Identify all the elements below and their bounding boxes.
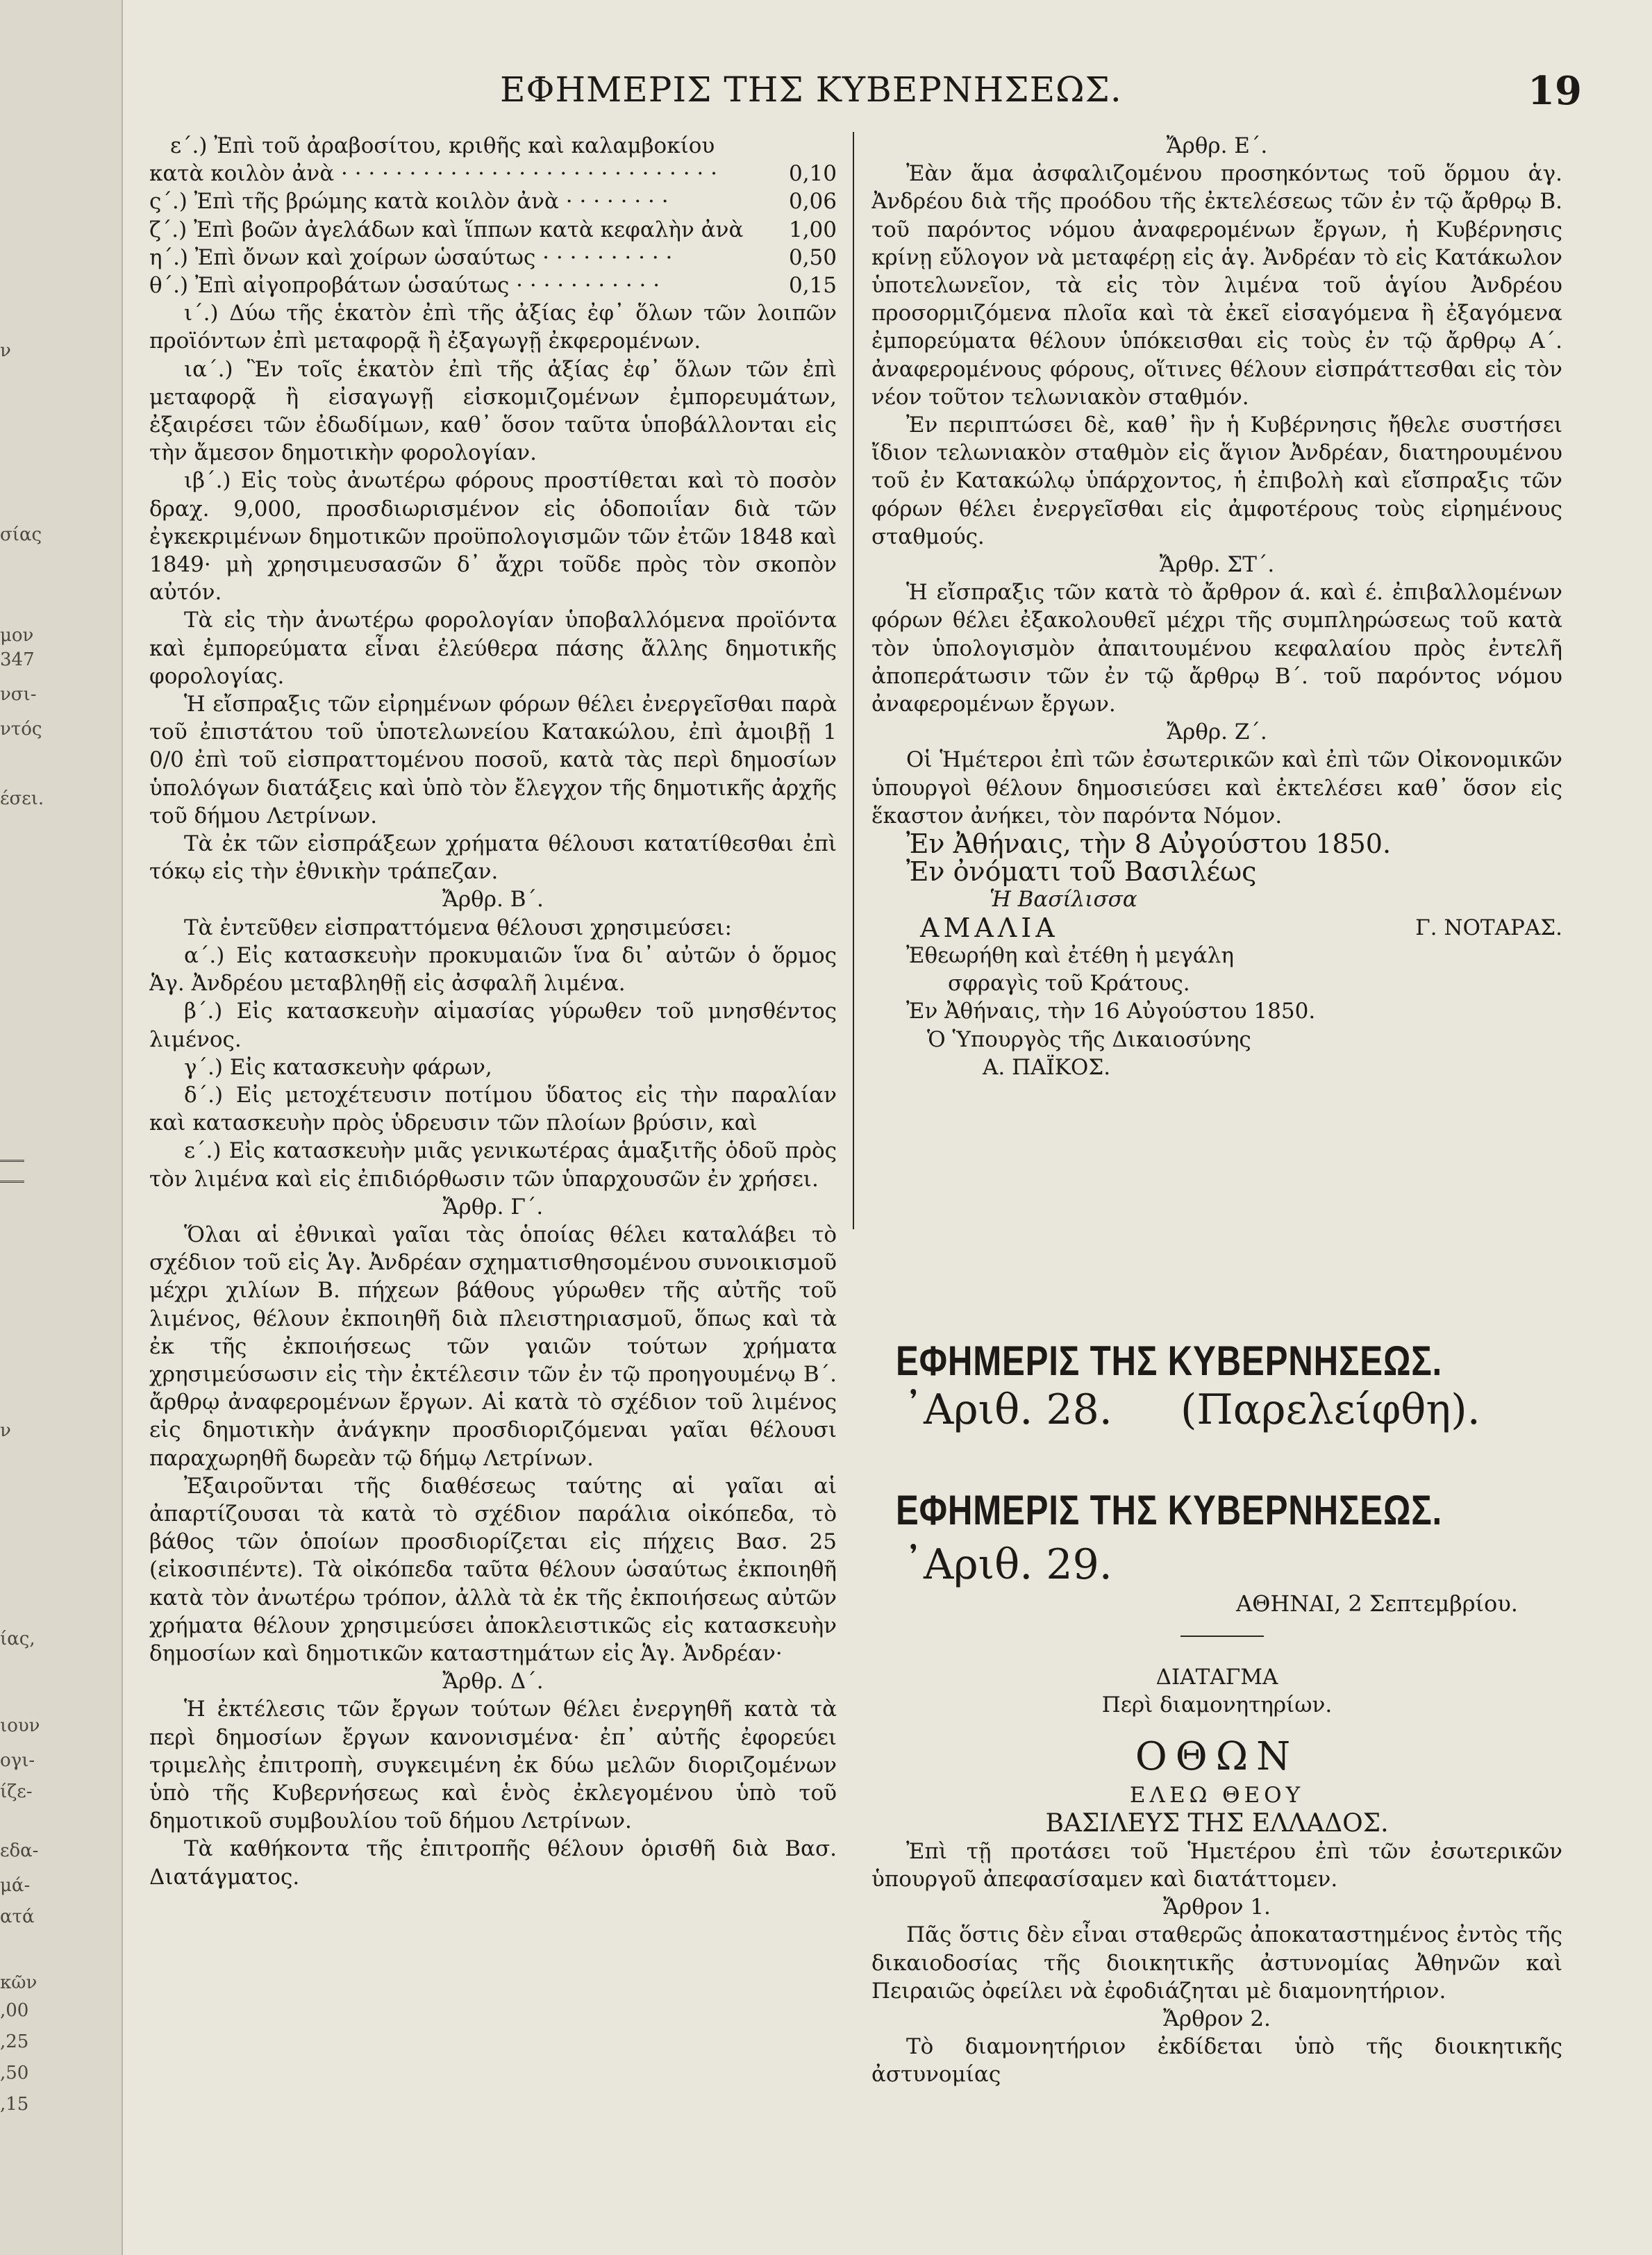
signature-row bbox=[871, 914, 1562, 942]
article-heading: Ἄρθρ. Δ΄. bbox=[442, 1669, 544, 1695]
edge-fragment: μά- bbox=[0, 1875, 31, 1896]
rule bbox=[1180, 1636, 1264, 1637]
tariff-row bbox=[149, 216, 837, 244]
paragraph: γ΄.) Εἰς κατασκευὴν φάρων, bbox=[184, 1054, 492, 1080]
paragraph: Τὰ εἰς τὴν ἀνωτέρω φορολογίαν ὑποβαλλόμενα προϊόντα καὶ ἐμπορεύματα εἶναι ἐλεύθερα πάσης ἄλλης δημοτικῆς φορολογίας. bbox=[149, 608, 837, 689]
edge-fragment: κῶν bbox=[0, 1972, 37, 1993]
tariff-row bbox=[149, 244, 837, 272]
king-name: ΟΘΩΝ bbox=[1135, 1734, 1299, 1780]
paragraph: δ΄.) Εἰς μετοχέτευσιν ποτίμου ὕδατος εἰς τὴν παραλίαν καὶ κατασκευὴν πρὸς ὑδρευσιν τῶν πλοίων βρύσιν, καὶ bbox=[149, 1082, 837, 1136]
edge-fragment: ίας, bbox=[0, 1629, 35, 1649]
signature-amalia: ΑΜΑΛΙΑ bbox=[920, 912, 1059, 943]
tariff-label: ζ΄.) Ἐπὶ βοῶν ἀγελάδων καὶ ἵππων κατὰ κεφαλὴν ἀνὰ bbox=[149, 217, 744, 242]
paragraph: Ἐν περιπτώσει δὲ, καθ᾽ ἣν ἡ Κυβέρνησις ἤθελε συστήσει ἴδιον τελωνιακὸν σταθμὸν εἰς ἅγιον Ἀνδρέαν, διατηρουμένου τοῦ ἐν Κατακώλῳ ὑπάρχοντος, ἡ ἐπιβολὴ καὶ εἴσπραξις τῶν φόρων θέλει ἐνεργεῖσθαι εἰς ἀμφοτέρους τοὺς εἰρημένους σταθμούς. bbox=[871, 413, 1562, 549]
edge-fragment: ιουν bbox=[0, 1715, 40, 1736]
paragraph: ιβ΄.) Εἰς τοὺς ἀνωτέρω φόρους προστίθεται καὶ τὸ ποσὸν δραχ. 9,000, προσδιωρισμένον εἰς ὁδοποιΐαν διὰ τῶν ἐγκεκριμένων δημοτικῶν προϋπολογισμῶν τῶν ἐτῶν 1848 καὶ 1849· μὴ χρησιμευσασῶν δ᾽ ἄχρι τοῦδε πρὸς τὸν σκοπὸν αὐτόν. bbox=[149, 468, 837, 606]
column-divider bbox=[853, 132, 854, 1229]
issue-number: ᾿Αριθ. 29. bbox=[903, 1540, 1112, 1589]
paragraph: Ἡ ἐκτέλεσις τῶν ἔργων τούτων θέλει ἐνεργηθῆ κατὰ τὰ περὶ δημοσίων ἔργων κανονισμένα· ἐπ᾽ αὐτῆς ἐφορεύει τριμελὴς ἐπιτροπὴ, συγκειμένη ἐκ δύω μελῶν διοριζομένων ὑπὸ τῆς Κυβερνήσεως καὶ ἑνὸς ἐκλεγομένου ὑπὸ τοῦ δημοτικοῦ συμβουλίου τοῦ δήμου Λετρίνων. bbox=[149, 1697, 837, 1834]
decree-block bbox=[871, 1663, 1562, 2089]
edge-rule bbox=[0, 1160, 24, 1162]
paragraph: Ἡ εἴσπραξις τῶν κατὰ τὸ ἄρθρον ά. καὶ έ. ἐπιβαλλομένων φόρων θέλει ἐξακολουθεῖ μέχρι τῆς συμπληρώσεως τοῦ κατὰ τὸν ὑπολογισμὸν ἀπαιτουμένου κεφαλαίου πρὸς ἐντελῆ ἀποπεράτωσιν τῶν ἐν τῷ ἄρθρῳ Β΄. τοῦ παρόντος νόμου ἀναφερομένων ἔργων. bbox=[871, 580, 1562, 717]
issue-28-line bbox=[903, 1386, 1480, 1434]
tariff-list bbox=[149, 132, 837, 299]
edge-fragment: νσι- bbox=[0, 684, 37, 705]
paragraph: Ἐπὶ τῇ προτάσει τοῦ Ἡμετέρου ἐπὶ τῶν ἐσωτερικῶν ὑπουργοῦ ἀπεφασίσαμεν καὶ διατάττομεν. bbox=[871, 1838, 1562, 1892]
left-column bbox=[149, 132, 837, 2236]
paragraph: Τὰ ἐντεῦθεν εἰσπραττόμενα θέλουσι χρησιμεύσει: bbox=[184, 915, 732, 940]
tariff-value: 0,50 bbox=[788, 244, 837, 270]
issue-number: ᾿Αριθ. 28. bbox=[903, 1386, 1112, 1434]
page-number: 19 bbox=[1528, 68, 1582, 114]
paragraph: α΄.) Εἰς κατασκευὴν προκυμαιῶν ἵνα δι᾽ αὐτῶν ὁ ὅρμος Ἁγ. Ἀνδρέου μεταβληθῇ εἰς ἀσφαλῆ λιμένα. bbox=[149, 942, 837, 997]
edge-fragment: ν bbox=[0, 340, 11, 361]
tariff-value: 0,10 bbox=[788, 161, 837, 187]
edge-fragment: ντός bbox=[0, 719, 42, 740]
edge-fragment: εδα- bbox=[0, 1840, 39, 1861]
right-column bbox=[871, 132, 1562, 1278]
edge-fragment: ,15 bbox=[0, 2094, 29, 2115]
tariff-row bbox=[149, 160, 837, 188]
paragraph: β΄.) Εἰς κατασκευὴν αἱμασίας γύρωθεν τοῦ μνησθέντος λιμένος. bbox=[149, 999, 837, 1052]
paragraph: Πᾶς ὅστις δὲν εἶναι σταθερῶς ἀποκαταστημένος ἐντὸς τῆς δικαιοδοσίας τῆς διοικητικῆς ἀστυνομίας Ἀθηνῶν καὶ Πειραιῶς ὀφείλει νὰ ἐφοδιάζηται μὲ διαμονητήριον. bbox=[871, 1922, 1562, 2004]
paragraph: Τὰ καθήκοντα τῆς ἐπιτροπῆς θέλουν ὁρισθῆ διὰ Βασ. Διατάγματος. bbox=[149, 1836, 837, 1890]
tariff-label: θ΄.) Ἐπὶ αἰγοπροβάτων ὡσαύτως · · · · · · · · · · · bbox=[149, 273, 660, 299]
date-line: Ἐν Ἀθήναις, τὴν 8 Αὐγούστου 1850. bbox=[906, 829, 1392, 860]
paragraph: Τὰ ἐκ τῶν εἰσπράξεων χρήματα θέλουσι κατατίθεσθαι ἐπὶ τόκῳ εἰς τὴν ἐθνικὴν τράπεζαν. bbox=[149, 831, 837, 885]
paragraph: Ἐξαιροῦνται τῆς διαθέσεως ταύτης αἱ γαῖαι αἱ ἀπαρτίζουσαι τὰ κατὰ τὸ σχέδιον παράλια οἰκόπεδα, τὸ βάθος τῶν ὁποίων προσδιορίζεται εἰς πήχεις Βασ. 25 (εἰκοσιπέντε). Τὰ οἰκόπεδα ταῦτα θέλουν ὡσαύτως ἐκποιηθῆ κατὰ τὸν ἀνωτέρω τρόπον, ἀλλὰ τὰ ἐκ τῆς ἐκποιήσεως αὐτῶν χρήματα θέλουν χρησιμεύσει ἀποκλειστικῶς εἰς κατασκευὴν δημοσίων καὶ δημοτικῶν καταστημάτων εἰς Ἁγ. Ἀνδρέαν· bbox=[149, 1473, 837, 1666]
in-name-of-king: Ἐν ὀνόματι τοῦ Βασιλέως bbox=[906, 856, 1257, 888]
article-heading: Ἄρθρ. Ζ΄. bbox=[1167, 719, 1267, 745]
page-header-title: ΕΦΗΜΕΡΙΣ ΤΗΣ ΚΥΒΕΡΝΗΣΕΩΣ. bbox=[500, 69, 1122, 110]
issue-note: (Παρελείφθη). bbox=[1180, 1386, 1480, 1434]
seal-line: σφραγὶς τοῦ Κράτους. bbox=[948, 971, 1190, 997]
issue-29-line bbox=[903, 1540, 1112, 1589]
grace-of-god: ΕΛΕΩ ΘΕΟΥ bbox=[1129, 1783, 1305, 1808]
edge-fragment: ,50 bbox=[0, 2063, 29, 2083]
article-heading: Ἄρθρ. Β΄. bbox=[442, 887, 544, 913]
article-heading: Ἄρθρ. Ε΄. bbox=[1166, 133, 1268, 158]
article-heading: Ἄρθρον 2. bbox=[1163, 2006, 1271, 2032]
edge-fragment: ίζε- bbox=[0, 1781, 33, 1802]
paragraph: ι΄.) Δύω τῆς ἑκατὸν ἐπὶ τῆς ἀξίας ἐφ᾽ ὅλων τῶν λοιπῶν προϊόντων ἐπὶ μεταφορᾷ ἢ ἐξαγωγῇ ἐκφερομένων. bbox=[149, 301, 837, 354]
seal-line: Ἐθεωρήθη καὶ ἐτέθη ἡ μεγάλη bbox=[906, 942, 1234, 968]
tariff-value: 1,00 bbox=[788, 217, 837, 242]
tariff-value bbox=[771, 132, 837, 160]
tariff-label: ς΄.) Ἐπὶ τῆς βρώμης κατὰ κοιλὸν ἀνὰ · · · · · · · · bbox=[149, 189, 669, 215]
edge-fragment: 347 bbox=[0, 649, 35, 670]
tariff-label: ε΄.) Ἐπὶ τοῦ ἀραβοσίτου, κριθῆς καὶ καλαμβοκίου bbox=[170, 133, 715, 158]
article-heading: Ἄρθρ. Γ΄. bbox=[442, 1194, 544, 1220]
signature-paikos: Α. ΠΑΪΚΟΣ. bbox=[983, 1054, 1111, 1080]
issue-date: ΑΘΗΝΑΙ, 2 Σεπτεμβρίου. bbox=[1236, 1590, 1518, 1617]
paragraph: ε΄.) Εἰς κατασκευὴν μιᾶς γενικωτέρας ἁμαξιτῆς ὁδοῦ πρὸς τὸν λιμένα καὶ εἰς ἐπιδιόρθωσιν τῶν ὑπαρχουσῶν ἐν χρήσει. bbox=[149, 1138, 837, 1192]
article-heading: Ἄρθρον 1. bbox=[1163, 1895, 1271, 1920]
masthead-title: ΕΦΗΜΕΡΙΣ ΤΗΣ ΚΥΒΕΡΝΗΣΕΩΣ. bbox=[896, 1487, 1443, 1533]
tariff-label: κατὰ κοιλὸν ἀνὰ · · · · · · · · · · · · · · · · · · · · · · · · · · · · bbox=[149, 161, 717, 187]
queen-label: Ἡ Βασίλισσα bbox=[990, 887, 1137, 913]
tariff-value: 0,15 bbox=[788, 273, 837, 299]
edge-fragment: έσει. bbox=[0, 788, 44, 809]
decree-subject: Περὶ διαμονητηρίων. bbox=[1101, 1692, 1333, 1718]
date-line: Ἐν Ἀθήναις, τὴν 16 Αὐγούστου 1850. bbox=[906, 999, 1316, 1024]
paragraph: Τὸ διαμονητήριον ἐκδίδεται ὑπὸ τῆς διοικητικῆς ἀστυνομίας bbox=[871, 2034, 1562, 2088]
edge-rule bbox=[0, 1181, 24, 1183]
edge-fragment: ογι- bbox=[0, 1750, 35, 1771]
tariff-label: η΄.) Ἐπὶ ὄνων καὶ χοίρων ὡσαύτως · · · · · · · · · · bbox=[149, 244, 673, 270]
tariff-row bbox=[149, 132, 837, 160]
signature-notaras: Γ. ΝΟΤΑΡΑΣ. bbox=[1415, 915, 1562, 940]
article-heading: Ἄρθρ. ΣΤ΄. bbox=[1159, 552, 1275, 578]
tariff-value: 0,06 bbox=[788, 189, 837, 215]
edge-fragment: ατά bbox=[0, 1906, 35, 1927]
decree-heading: ΔΙΑΤΑΓΜΑ bbox=[1155, 1665, 1278, 1690]
paragraph: Ἐὰν ἅμα ἀσφαλιζομένου προσηκόντως τοῦ ὅρμου ἁγ. Ἀνδρέου διὰ τῆς προόδου τῆς ἐκτελέσεως τῶν ἐν τῷ ἄρθρῳ Β. τοῦ παρόντος νόμου ἀναφερομένων ἔργων, ἡ Κυβέρνησις κρίνῃ εὔλογον νὰ μεταφέρῃ εἰς ἁγ. Ἀνδρέαν τὸ εἰς Κατάκωλον ὑποτελωνεῖον, τὰ εἰς τὸν λιμένα τοῦ ἁγίου Ἀνδρέου προσορμιζόμενα πλοῖα καὶ τὰ ἐκεῖ εἰσαγόμενα ἢ ἐξαγόμενα ἐμπορεύματα θέλουν ὑπόκεισθαι εἰς τοὺς ἐν τῷ ἄρθρῳ Α΄. ἀναφερομένους φόρους, οἵτινες θέλουν εἰσπράττεσθαι εἰς τὸν νέον τοῦτον τελωνιακὸν σταθμόν. bbox=[871, 161, 1562, 410]
paragraph: Ὅλαι αἱ ἐθνικαὶ γαῖαι τὰς ὁποίας θέλει καταλάβει τὸ σχέδιον τοῦ εἰς Ἁγ. Ἀνδρέαν σχηματισθησομένου συνοικισμοῦ μέχρι χιλίων Β. πήχεων βάθους γύρωθεν τῆς αὐτῆς τοῦ λιμένος, θέλουν ἐκποιηθῆ διὰ πλειστηριασμοῦ, ὅπως καὶ τὰ ἐκ τῆς ἐκποιήσεως τῶν γαιῶν τούτων χρήματα χρησιμεύσωσιν εἰς τὴν ἐκτέλεσιν τῶν ἐν τῷ προηγουμένῳ Β΄. ἄρθρῳ ἀναφερομένων ἔργων. Αἱ κατὰ τὸ σχέδιον τοῦ λιμένος εἰς δημοτικὴν ἀνάγκην προσδιοριζόμεναι γαῖαι θέλουσι παραχωρηθῆ δωρεὰν τῷ δήμῳ Λετρίνων. bbox=[149, 1222, 837, 1471]
edge-fragment: σίας bbox=[0, 524, 42, 545]
tariff-row bbox=[149, 188, 837, 215]
minister-title: Ὁ Ὑπουργὸς τῆς Δικαιοσύνης bbox=[927, 1026, 1251, 1052]
edge-fragment: μον bbox=[0, 625, 34, 646]
king-of-greece: ΒΑΣΙΛΕΥΣ ΤΗΣ ΕΛΛΑΔΟΣ. bbox=[1045, 1808, 1389, 1838]
paragraph: ια΄.) Ἓν τοῖς ἑκατὸν ἐπὶ τῆς ἀξίας ἐφ᾽ ὅλων τῶν ἐπὶ μεταφορᾷ ἢ εἰσαγωγῇ εἰσκομιζομένων ἐμπορευμάτων, ἐξαιρέσει τῶν ἐδωδίμων, καθ᾽ ὅσον ταῦτα ὑποβάλλονται εἰς τὴν ἄμεσον δημοτικὴν φορολογίαν. bbox=[149, 356, 837, 466]
masthead-title: ΕΦΗΜΕΡΙΣ ΤΗΣ ΚΥΒΕΡΝΗΣΕΩΣ. bbox=[896, 1338, 1443, 1384]
tariff-row bbox=[149, 272, 837, 299]
edge-fragment: ν bbox=[0, 1420, 11, 1441]
edge-fragment: ,00 bbox=[0, 2000, 29, 2021]
paragraph: Οἱ Ἡμέτεροι ἐπὶ τῶν ἐσωτερικῶν καὶ ἐπὶ τῶν Οἰκονομικῶν ὑπουργοὶ θέλουν δημοσιεύσει καὶ ἐκτελέσει καθ᾽ ὅσον εἰς ἕκαστον ἀνήκει, τὸν παρόντα Νόμον. bbox=[871, 747, 1562, 829]
edge-fragment: ,25 bbox=[0, 2031, 29, 2052]
paragraph: Ἡ εἴσπραξις τῶν εἰρημένων φόρων θέλει ἐνεργεῖσθαι παρὰ τοῦ ἐπιστάτου τοῦ ὑποτελωνείου Κατακώλου, ἐπὶ ἀμοιβῇ 1 0/0 ἐπὶ τοῦ εἰσπραττομένου ποσοῦ, κατὰ τὰς περὶ δημοσίων ὑπολόγων διατάξεις καὶ ὑπὸ τὸν ἔλεγχον τῆς δημοτικῆς ἀρχῆς τοῦ δήμου Λετρίνων. bbox=[149, 692, 837, 829]
